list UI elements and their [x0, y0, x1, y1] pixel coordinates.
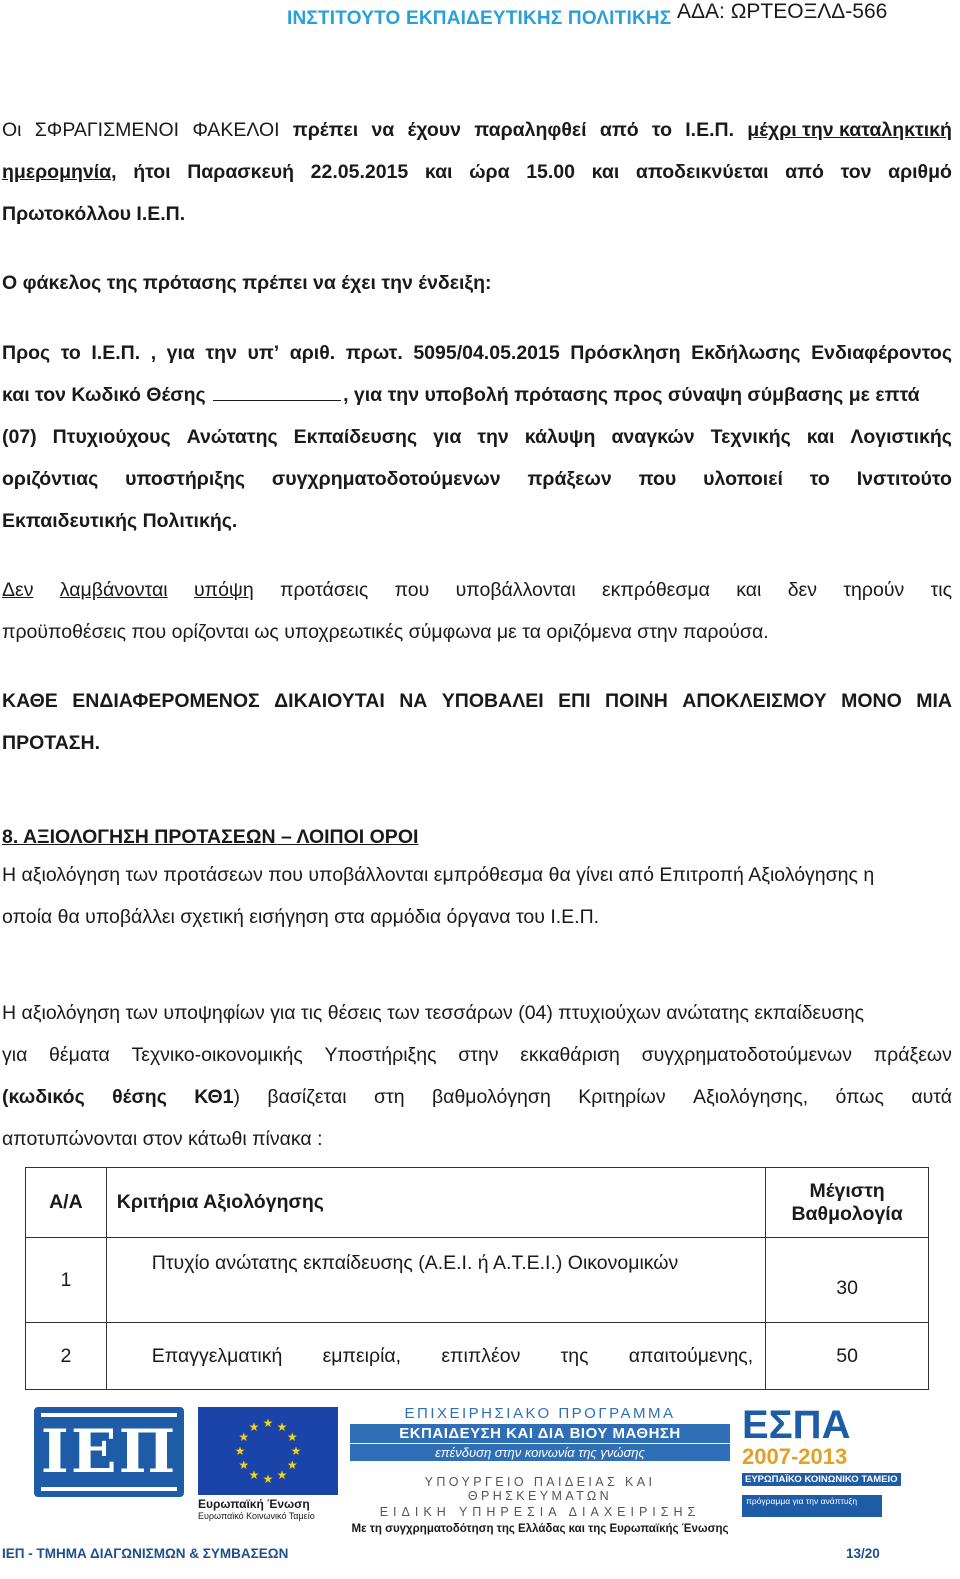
word: Ινστιτούτο — [856, 468, 952, 490]
deadline-time: 15.00 — [526, 161, 576, 183]
eu-star-icon: ★ — [234, 1444, 246, 1458]
word: (κωδικός — [2, 1086, 85, 1108]
eu-logo — [198, 1407, 338, 1523]
word: και — [806, 426, 835, 448]
word: ΕΝΔΙΑΦΕΡΟΜΕΝΟΣ — [72, 690, 260, 712]
word: υπόψη — [193, 579, 254, 601]
word: Ενδιαφέροντος — [811, 342, 952, 364]
eu-star-icon: ★ — [276, 1468, 288, 1483]
paragraph-line: Η αξιολόγηση των προτάσεων που υποβάλλονται εμπρόθεσμα θα γίνει από Επιτροπή Αξιολόγησης η — [2, 864, 875, 886]
candidate-evaluation-paragraph — [2, 992, 952, 1160]
word: θέματα — [49, 1044, 110, 1066]
word: Πρόσκληση — [570, 342, 681, 364]
word: Αξιολόγησης, — [693, 1086, 809, 1108]
word: βαθμολόγηση — [431, 1086, 551, 1108]
word: παραληφθεί — [474, 119, 587, 141]
criterion-description — [106, 1323, 765, 1390]
paragraph-line: Πρωτοκόλλου Ι.Ε.Π. — [2, 203, 186, 225]
eu-star-icon: ★ — [238, 1458, 250, 1472]
word: αναγκών — [611, 426, 695, 448]
espa-fund: ΕΥΡΩΠΑΪΚΟ ΚΟΙΝΩΝΙΚΟ ΤΑΜΕΙΟ — [742, 1473, 901, 1486]
row-number: 2 — [26, 1323, 107, 1390]
word: , για την υποβολή πρότασης προς σύναψη σύμβασης με επτά — [343, 384, 920, 406]
word: να — [371, 119, 395, 141]
programme-line: Με τη συγχρηματοδότηση της Ελλάδας και της Ευρωπαϊκής Ένωσης — [351, 1523, 729, 1535]
word: από — [599, 119, 639, 141]
word: Λογιστικής — [850, 426, 952, 448]
deadline-date: 22.05.2015 — [310, 161, 409, 183]
word: που — [638, 468, 677, 490]
section-title: 8. ΑΞΙΟΛΟΓΗΣΗ ΠΡΟΤΑΣΕΩΝ – ΛΟΙΠΟΙ ΟΡΟΙ — [2, 826, 419, 848]
word: πράξεων — [527, 468, 612, 490]
table-row — [26, 1323, 929, 1390]
word: προτάσεις — [280, 579, 369, 601]
word: οριζόντιας — [2, 468, 99, 490]
word: Προς — [2, 342, 51, 364]
eu-star-icon: ★ — [276, 1419, 288, 1434]
word: ΥΠΟΒΑΛΕΙ — [441, 690, 544, 712]
word: αυτά — [911, 1086, 952, 1108]
paragraph-line — [2, 458, 952, 500]
word: αριθμό — [888, 161, 952, 183]
word: πρωτ. — [345, 342, 403, 364]
evaluation-criteria-table — [25, 1167, 929, 1390]
word: Παρασκευή — [187, 161, 295, 183]
paragraph-line: οποία θα υποβάλλει σχετική εισήγηση στα αρμόδια όργανα του Ι.Ε.Π. — [2, 906, 600, 928]
late-submissions-paragraph — [2, 569, 952, 653]
word: ) — [233, 1086, 240, 1108]
position-code-blank — [213, 383, 341, 401]
word: κάλυψη — [524, 426, 596, 448]
word: θέσης — [112, 1086, 167, 1108]
word: τηρούν — [843, 579, 905, 601]
word: Δεν — [2, 579, 34, 601]
word: ΜΟΝΟ — [841, 690, 902, 712]
word: και τον Κωδικό Θέσης — [2, 384, 206, 406]
word: επιπλέον — [441, 1344, 521, 1367]
programme-line: ΕΠΙΧΕΙΡΗΣΙΑΚΟ ΠΡΟΓΡΑΜΜΑ — [404, 1405, 676, 1422]
word: αποδεικνύεται — [635, 161, 769, 183]
word: το — [60, 342, 81, 364]
page-footer — [0, 1546, 960, 1566]
paragraph-line — [2, 151, 952, 193]
word: για — [166, 342, 195, 364]
column-header-max-score — [766, 1168, 929, 1238]
column-header-number: Α/Α — [26, 1168, 107, 1238]
word: ΦΑΚΕΛΟΙ — [192, 119, 280, 141]
word: ΚΑΘΕ — [2, 690, 58, 712]
criterion-score: 30 — [766, 1238, 929, 1323]
word: ημερομηνία, — [2, 161, 117, 183]
word: ΕΠΙ — [558, 690, 591, 712]
table-header-row — [26, 1168, 929, 1238]
eu-star-icon: ★ — [286, 1430, 298, 1444]
criterion-description: Πτυχίο ανώτατης εκπαίδευσης (Α.Ε.Ι. ή Α.Τ.Ε.Ι.) Οικονομικών — [106, 1238, 765, 1323]
word: ΑΠΟΚΛΕΙΣΜΟΥ — [682, 690, 827, 712]
word: Ι.Ε.Π. — [91, 342, 141, 364]
word: ΚΘ1 — [194, 1086, 234, 1108]
eu-star-icon: ★ — [286, 1458, 298, 1472]
word: , — [150, 342, 157, 364]
deadline-phrase: μέχρι την καταληκτική — [747, 119, 952, 141]
word: ΝΑ — [399, 690, 428, 712]
paragraph-line — [2, 416, 952, 458]
word: Οι — [2, 119, 22, 141]
programme-line: ΕΙΔΙΚΗ ΥΠΗΡΕΣΙΑ ΔΙΑΧΕΙΡΙΣΗΣ — [379, 1505, 701, 1519]
ada-code: ΑΔΑ: ΩΡΤΕΟΞΛΔ-566 — [677, 0, 888, 23]
eu-star-icon: ★ — [262, 1472, 274, 1486]
word: ΠΟΙΝΗ — [605, 690, 668, 712]
word: που — [394, 579, 430, 601]
espa-programme-tag: πρόγραμμα για την ανάπτυξη — [742, 1495, 882, 1517]
funding-logos-banner — [30, 1397, 910, 1535]
envelope-label-intro: Ο φάκελος της πρότασης πρέπει να έχει την ένδειξη: — [2, 272, 492, 294]
word: υποβάλλονται — [455, 579, 576, 601]
footer-department: ΙΕΠ - ΤΜΗΜΑ ΔΙΑΓΩΝΙΣΜΩΝ & ΣΥΜΒΑΣΕΩΝ — [2, 1546, 289, 1561]
word: εκκαθάριση — [520, 1044, 620, 1066]
word: στην — [458, 1044, 499, 1066]
paragraph-line: Η αξιολόγηση των υποψηφίων για τις θέσεις των τεσσάρων (04) πτυχιούχων ανώτατης εκπαίδευσης — [2, 1002, 865, 1024]
word: ΣΦΡΑΓΙΣΜΕΝΟΙ — [34, 119, 180, 141]
page-number: 13/20 — [846, 1546, 880, 1561]
table-row — [26, 1238, 929, 1323]
row-number: 1 — [26, 1238, 107, 1323]
word: για — [2, 1044, 28, 1066]
word: πράξεων — [873, 1044, 952, 1066]
word: Υποστήριξης — [324, 1044, 437, 1066]
word: ΔΙΚΑΙΟΥΤΑΙ — [274, 690, 385, 712]
word: Ανώτατης — [186, 426, 278, 448]
word-group — [194, 1076, 240, 1118]
espa-years: 2007-2013 — [742, 1444, 848, 1469]
word: για — [433, 426, 462, 448]
espa-title: ΕΣΠΑ — [742, 1403, 851, 1447]
word: όπως — [835, 1086, 884, 1108]
word: συγχρηματοδοτούμενων — [271, 468, 501, 490]
word: το — [809, 468, 830, 490]
word: υπ’ — [247, 342, 280, 364]
evaluation-paragraph — [2, 854, 952, 938]
word: και — [424, 161, 453, 183]
iep-logo-text: ΙΕΠ — [41, 1413, 177, 1491]
word: Τεχνικο-οικονομικής — [131, 1044, 303, 1066]
word: ήτοι — [133, 161, 171, 183]
eu-star-icon: ★ — [248, 1468, 260, 1483]
programme-line: ΕΚΠΑΙΔΕΥΣΗ ΚΑΙ ΔΙΑ ΒΙΟΥ ΜΑΘΗΣΗ — [350, 1424, 730, 1443]
submission-deadline-paragraph — [2, 109, 952, 235]
word: λαμβάνονται — [59, 579, 168, 601]
page-header — [0, 0, 960, 40]
eu-star-icon: ★ — [248, 1419, 260, 1434]
envelope-label-text — [2, 332, 952, 542]
word: υλοποιεί — [703, 468, 783, 490]
column-header-line: Μέγιστη — [809, 1179, 885, 1202]
word: συγχρηματοδοτούμενων — [641, 1044, 852, 1066]
word: εμπειρία, — [322, 1344, 402, 1367]
iep-logo — [34, 1407, 184, 1497]
word: πρέπει — [292, 119, 359, 141]
operational-programme-logo — [350, 1405, 730, 1535]
word: Πτυχιούχους — [52, 426, 171, 448]
word: από — [785, 161, 824, 183]
paragraph-line — [2, 332, 952, 374]
word: Τεχνικής — [710, 426, 791, 448]
eu-flag-icon — [198, 1407, 338, 1495]
eu-star-icon: ★ — [262, 1416, 274, 1430]
word: και — [591, 161, 620, 183]
word: ΜΙΑ — [916, 690, 952, 712]
word: στη — [373, 1086, 405, 1108]
espa-logo — [742, 1405, 902, 1485]
word: Εκπαίδευσης — [293, 426, 418, 448]
word: Εκδήλωσης — [691, 342, 801, 364]
paragraph-line — [2, 1076, 952, 1118]
word: Επαγγελματική — [151, 1344, 283, 1367]
word: το — [651, 119, 672, 141]
paragraph-line: ΠΡΟΤΑΣΗ. — [2, 732, 101, 754]
criterion-score: 50 — [766, 1323, 929, 1390]
programme-line: επένδυση στην κοινωνία της γνώσης — [350, 1444, 730, 1461]
word: ώρα — [469, 161, 510, 183]
eu-name: Ευρωπαϊκή Ένωση — [198, 1497, 310, 1511]
single-proposal-notice — [2, 680, 952, 764]
word: εκπρόθεσμα — [601, 579, 710, 601]
column-header-line: Βαθμολογία — [791, 1202, 903, 1225]
word: την — [205, 342, 237, 364]
word: τον — [840, 161, 872, 183]
eu-fund-name: Ευρωπαϊκό Κοινωνικό Ταμείο — [198, 1511, 315, 1521]
word: βασίζεται — [267, 1086, 347, 1108]
institute-name: ΙΝΣΤΙΤΟΥΤΟ ΕΚΠΑΙΔΕΥΤΙΚΗΣ ΠΟΛΙΤΙΚΗΣ — [287, 8, 672, 29]
word: έχουν — [407, 119, 461, 141]
word: και — [736, 579, 762, 601]
paragraph-line: Εκπαιδευτικής Πολιτικής. — [2, 510, 238, 532]
word: της — [560, 1344, 589, 1367]
word: τις — [930, 579, 952, 601]
word: υποστήριξης — [125, 468, 245, 490]
paragraph-line — [2, 109, 952, 151]
eu-star-icon: ★ — [290, 1444, 302, 1458]
paragraph-line — [2, 569, 952, 611]
word: (07) — [2, 426, 37, 448]
word: αριθ. — [289, 342, 336, 364]
eu-star-icon: ★ — [238, 1430, 250, 1444]
paragraph-line: αποτυπώνονται στον κάτωθι πίνακα : — [2, 1128, 323, 1150]
word: την — [477, 426, 509, 448]
word: δεν — [787, 579, 817, 601]
paragraph-line — [2, 374, 952, 416]
criterion-description-line — [152, 1345, 753, 1368]
word: 5095/04.05.2015 — [413, 342, 560, 364]
word: απαιτούμενης, — [628, 1344, 754, 1367]
word: Ι.Ε.Π. — [685, 119, 735, 141]
column-header-criteria: Κριτήρια Αξιολόγησης — [106, 1168, 765, 1238]
programme-line: ΥΠΟΥΡΓΕΙΟ ΠΑΙΔΕΙΑΣ ΚΑΙ ΘΡΗΣΚΕΥΜΑΤΩΝ — [424, 1475, 656, 1503]
paragraph-line: προϋποθέσεις που ορίζονται ως υποχρεωτικές σύμφωνα με τα οριζόμενα στην παρούσα. — [2, 621, 769, 643]
paragraph-line — [2, 1034, 952, 1076]
paragraph-line — [2, 680, 952, 722]
word: Κριτηρίων — [578, 1086, 666, 1108]
